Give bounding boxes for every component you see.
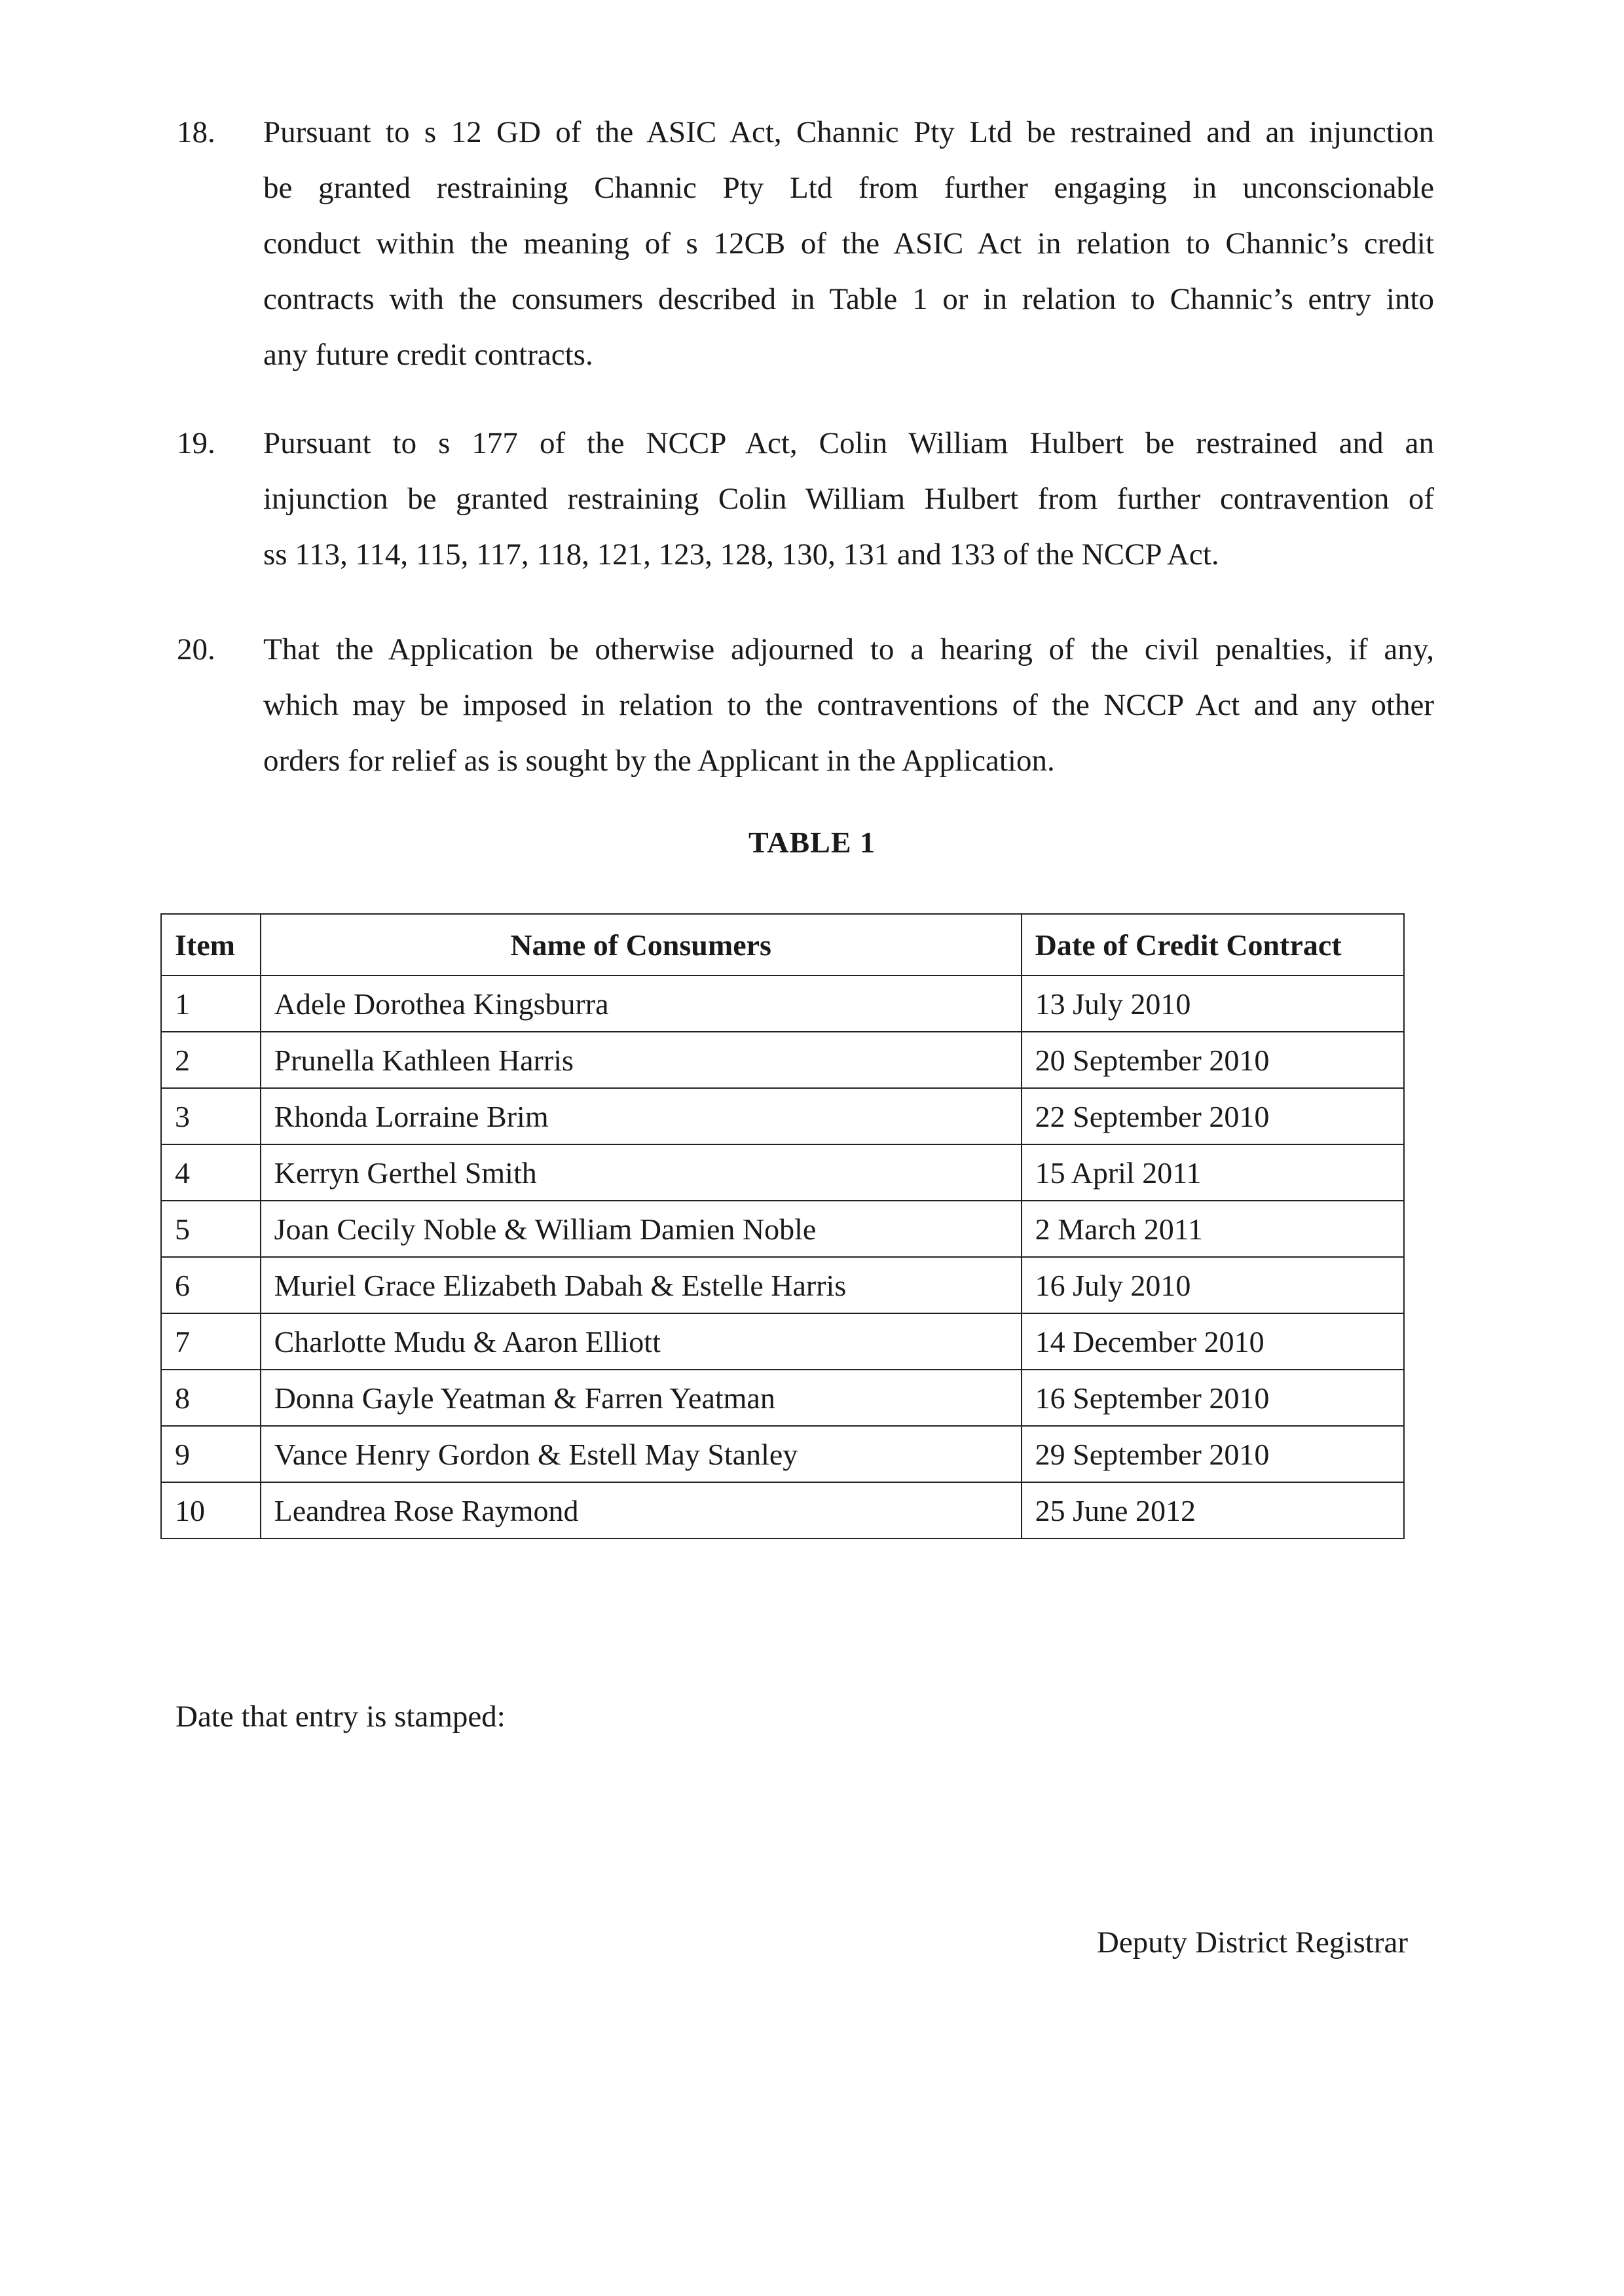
paragraph-line: orders for relief as is sought by the Applicant in the Application. — [263, 744, 1055, 778]
header-item: Item — [161, 914, 261, 975]
consumer-name-cell: Rhonda Lorraine Brim — [261, 1088, 1022, 1144]
table-row — [161, 1426, 1404, 1482]
table-body — [161, 975, 1404, 1539]
header-date-of-credit-contract: Date of Credit Contract — [1022, 914, 1404, 975]
consumer-name-cell: Charlotte Mudu & Aaron Elliott — [261, 1313, 1022, 1370]
consumer-name-cell: Vance Henry Gordon & Estell May Stanley — [261, 1426, 1022, 1482]
table-row — [161, 1257, 1404, 1313]
credit-date-cell: 29 September 2010 — [1022, 1426, 1404, 1482]
table-row — [161, 1144, 1404, 1201]
paragraph-number: 18. — [177, 115, 215, 149]
registrar-signature-line: Deputy District Registrar — [1096, 1925, 1408, 1959]
credit-date-cell: 22 September 2010 — [1022, 1088, 1404, 1144]
item-cell: 6 — [161, 1257, 261, 1313]
consumer-name-cell: Adele Dorothea Kingsburra — [261, 975, 1022, 1032]
item-cell: 1 — [161, 975, 261, 1032]
item-cell: 9 — [161, 1426, 261, 1482]
credit-date-cell: 25 June 2012 — [1022, 1482, 1404, 1539]
credit-date-cell: 16 July 2010 — [1022, 1257, 1404, 1313]
paragraph-line: Pursuant to s 177 of the NCCP Act, Colin William Hulbert be restrained and an — [263, 426, 1434, 460]
credit-date-cell: 15 April 2011 — [1022, 1144, 1404, 1201]
consumer-name-cell: Donna Gayle Yeatman & Farren Yeatman — [261, 1370, 1022, 1426]
table-row — [161, 1482, 1404, 1539]
paragraph-line: ss 113, 114, 115, 117, 118, 121, 123, 128, 130, 131 and 133 of the NCCP Act. — [263, 538, 1219, 572]
table-row — [161, 975, 1404, 1032]
item-cell: 3 — [161, 1088, 261, 1144]
paragraph-number: 19. — [177, 426, 215, 460]
table-row — [161, 1088, 1404, 1144]
consumer-name-cell: Prunella Kathleen Harris — [261, 1032, 1022, 1088]
table-header-row — [161, 914, 1404, 975]
paragraph-line: be granted restraining Channic Pty Ltd from further engaging in unconscionable — [263, 171, 1434, 205]
consumers-table — [160, 913, 1405, 1539]
paragraph-number: 20. — [177, 632, 215, 666]
item-cell: 2 — [161, 1032, 261, 1088]
item-cell: 10 — [161, 1482, 261, 1539]
stamp-date-label: Date that entry is stamped: — [175, 1700, 506, 1734]
credit-date-cell: 13 July 2010 — [1022, 975, 1404, 1032]
paragraph-line: injunction be granted restraining Colin William Hulbert from further contravention of — [263, 482, 1434, 516]
table-row — [161, 1370, 1404, 1426]
paragraph-line: That the Application be otherwise adjourned to a hearing of the civil penalties, if any, — [263, 632, 1434, 666]
credit-date-cell: 2 March 2011 — [1022, 1201, 1404, 1257]
table-row — [161, 1313, 1404, 1370]
paragraph-line: which may be imposed in relation to the contraventions of the NCCP Act and any other — [263, 688, 1434, 722]
paragraph-text — [263, 622, 1434, 789]
credit-date-cell: 16 September 2010 — [1022, 1370, 1404, 1426]
table-title: TABLE 1 — [748, 826, 876, 859]
paragraph-line: any future credit contracts. — [263, 338, 593, 372]
paragraph-text — [263, 416, 1434, 583]
paragraph-line: Pursuant to s 12 GD of the ASIC Act, Channic Pty Ltd be restrained and an injunction — [263, 115, 1434, 149]
paragraph-line: contracts with the consumers described in Table 1 or in relation to Channic’s entry into — [263, 282, 1434, 316]
item-cell: 8 — [161, 1370, 261, 1426]
credit-date-cell: 20 September 2010 — [1022, 1032, 1404, 1088]
paragraph-text — [263, 105, 1434, 383]
credit-date-cell: 14 December 2010 — [1022, 1313, 1404, 1370]
item-cell: 5 — [161, 1201, 261, 1257]
paragraph-line: conduct within the meaning of s 12CB of the ASIC Act in relation to Channic’s credit — [263, 227, 1434, 261]
header-name-of-consumers: Name of Consumers — [261, 914, 1022, 975]
item-cell: 4 — [161, 1144, 261, 1201]
consumer-name-cell: Leandrea Rose Raymond — [261, 1482, 1022, 1539]
item-cell: 7 — [161, 1313, 261, 1370]
consumer-name-cell: Kerryn Gerthel Smith — [261, 1144, 1022, 1201]
consumer-name-cell: Muriel Grace Elizabeth Dabah & Estelle Harris — [261, 1257, 1022, 1313]
table-row — [161, 1201, 1404, 1257]
consumer-name-cell: Joan Cecily Noble & William Damien Noble — [261, 1201, 1022, 1257]
table-row — [161, 1032, 1404, 1088]
